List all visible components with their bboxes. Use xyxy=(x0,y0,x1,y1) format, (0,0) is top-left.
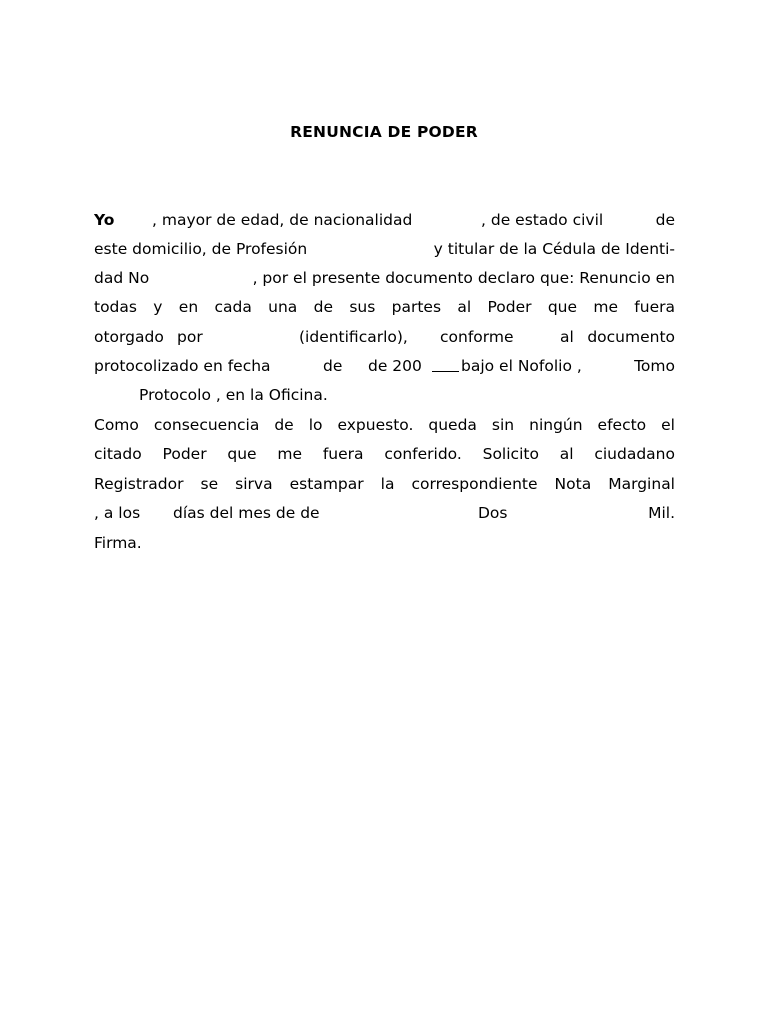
line2-text-a: este domicilio, de Profesión xyxy=(94,240,308,258)
line8-text-a: Como consecuencia de lo expuesto. queda sin ningún efecto el xyxy=(94,416,675,434)
line1-yo: Yo xyxy=(94,211,115,229)
line1-text-c: , de estado civil xyxy=(481,211,604,229)
line6-text-a: protocolizado en fecha xyxy=(94,357,271,375)
paragraph-line-12 xyxy=(94,532,675,554)
line11-text-c: Dos xyxy=(478,504,508,522)
line6-text-c: de 200 xyxy=(368,357,422,375)
line1-text-b: , mayor de edad, de nacionalidad xyxy=(152,211,413,229)
paragraph-line-3 xyxy=(94,267,675,289)
line6-text-b: de xyxy=(323,357,343,375)
paragraph-line-4 xyxy=(94,296,675,318)
line11-text-d: Mil. xyxy=(648,504,675,522)
line1-text-d: de xyxy=(655,211,675,229)
line5-text-a: otorgado xyxy=(94,328,164,346)
paragraph-line-6 xyxy=(94,355,675,377)
line2-text-b: y titular de la Cédula de Identi- xyxy=(433,240,675,258)
line10-text-a: Registrador se sirva estampar la correspondiente Nota Marginal xyxy=(94,475,675,493)
line5-text-d: conforme xyxy=(440,328,514,346)
line6-blank-line xyxy=(432,371,459,372)
paragraph-line-5 xyxy=(94,326,675,348)
line7-text-a: Protocolo , en la Oficina. xyxy=(139,386,328,404)
line5-text-e: al xyxy=(560,328,574,346)
paragraph-line-10 xyxy=(94,473,675,495)
line6-text-d: bajo el Nofolio , xyxy=(461,357,582,375)
line4-text-a: todas y en cada una de sus partes al Poder que me fuera xyxy=(94,298,675,316)
paragraph-line-11 xyxy=(94,502,675,524)
paragraph-line-7 xyxy=(94,384,675,406)
line3-text-b: , por el presente documento declaro que: Renuncio en xyxy=(252,269,675,287)
line5-text-c: (identificarlo), xyxy=(299,328,408,346)
signature-label: Firma. xyxy=(94,534,142,552)
paragraph-line-1 xyxy=(94,209,675,231)
line5-text-b: por xyxy=(177,328,203,346)
line6-text-e: Tomo xyxy=(634,357,675,375)
paragraph-line-8 xyxy=(94,414,675,436)
paragraph-line-2 xyxy=(94,238,675,260)
document-title: RENUNCIA DE PODER xyxy=(290,123,478,141)
line11-text-b: días del mes de de xyxy=(173,504,320,522)
line9-text-a: citado Poder que me fuera conferido. Solicito al ciudadano xyxy=(94,445,675,463)
line11-text-a: , a los xyxy=(94,504,141,522)
line5-text-f: documento xyxy=(587,328,675,346)
line3-text-a: dad No xyxy=(94,269,150,287)
paragraph-line-9 xyxy=(94,443,675,465)
